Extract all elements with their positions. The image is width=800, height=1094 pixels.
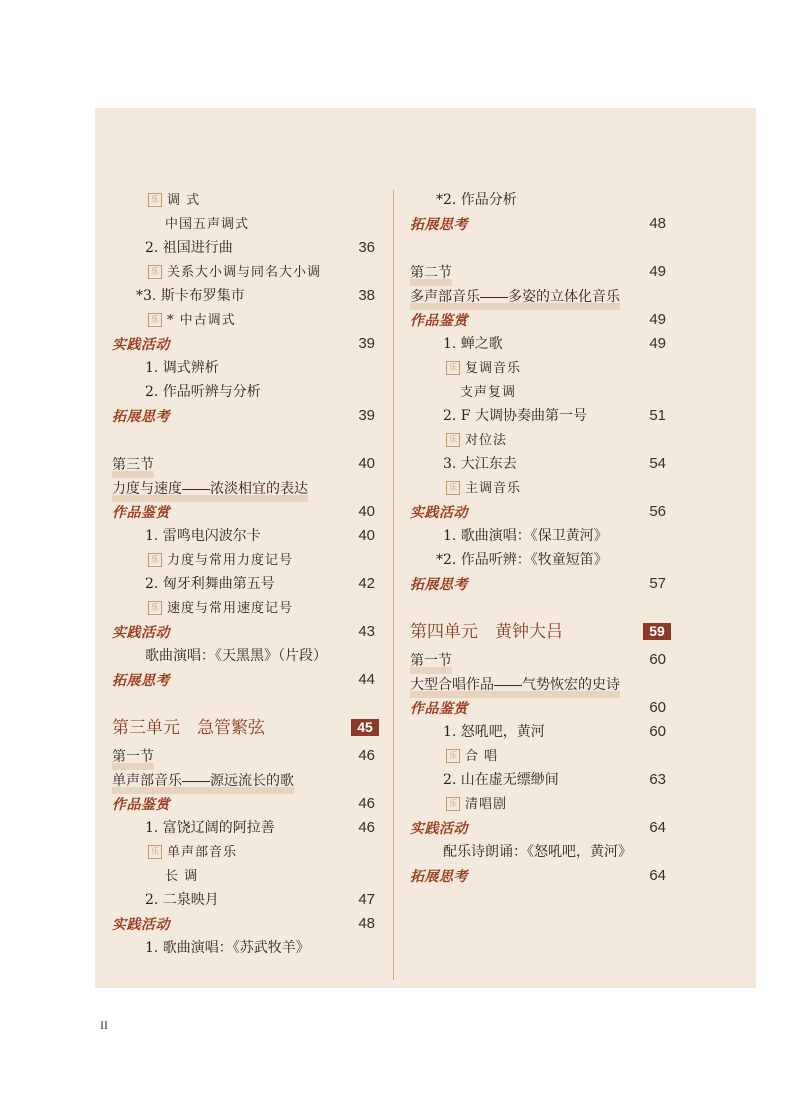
toc-entry-title: 力度与速度——浓淡相宜的表达: [112, 481, 308, 502]
toc-entry-title: * 中古调式: [167, 313, 236, 328]
toc-entry-title: 复调音乐: [465, 361, 522, 376]
toc-category-heading[interactable]: [112, 668, 170, 692]
toc-glossary-entry[interactable]: [446, 476, 521, 500]
toc-category-heading[interactable]: [410, 500, 468, 524]
toc-page-number: 47: [358, 891, 375, 908]
toc-section-entry[interactable]: [112, 768, 294, 792]
toc-glossary-entry[interactable]: [446, 356, 521, 380]
toc-entry[interactable]: [443, 840, 632, 864]
toc-page-number: 48: [358, 915, 375, 932]
glossary-icon: 乐: [148, 193, 162, 207]
toc-entry-title: 歌曲演唱：《天黑黑》（片段）: [145, 648, 327, 664]
toc-page-number: 49: [649, 263, 666, 280]
toc-entry[interactable]: [145, 644, 327, 668]
toc-page-number: 64: [649, 819, 666, 836]
toc-glossary-entry[interactable]: [446, 428, 507, 452]
toc-entry-title: 2. 二泉映月: [145, 892, 219, 908]
toc-entry-title: 2. 匈牙利舞曲第五号: [145, 576, 275, 592]
toc-page-number: 43: [358, 623, 375, 640]
toc-category-heading[interactable]: [112, 792, 170, 816]
toc-section-entry[interactable]: [410, 672, 620, 696]
toc-entry-title: 作品鉴赏: [410, 700, 468, 716]
toc-entry-title: 1. 调式辨析: [145, 360, 219, 376]
toc-page-number: 46: [358, 795, 375, 812]
glossary-icon: 乐: [446, 433, 460, 447]
toc-page-number: 40: [358, 527, 375, 544]
toc-entry-title: *2. 作品听辨：《牧童短笛》: [436, 552, 608, 568]
toc-section-entry[interactable]: [410, 648, 452, 672]
toc-entry[interactable]: [145, 936, 310, 960]
toc-entry[interactable]: [436, 548, 608, 572]
unit-page-badge: 59: [643, 623, 671, 640]
toc-entry-title: 2. F 大调协奏曲第一号: [443, 408, 587, 424]
toc-entry-title: 力度与常用力度记号: [167, 553, 294, 568]
toc-entry-title: 拓展思考: [410, 576, 468, 592]
toc-entry-title: 关系大小调与同名大小调: [167, 265, 322, 280]
toc-entry-title: 拓展思考: [410, 868, 468, 884]
toc-entry-title: *3. 斯卡布罗集市: [136, 288, 245, 304]
toc-entry-title: 合 唱: [465, 749, 499, 764]
toc-entry[interactable]: [443, 524, 608, 548]
toc-page-number: 49: [649, 311, 666, 328]
toc-entry-title: 1. 怒吼吧，黄河: [443, 724, 545, 740]
toc-entry[interactable]: [443, 404, 587, 428]
toc-category-heading[interactable]: [112, 404, 170, 428]
toc-entry-title: 作品鉴赏: [410, 312, 468, 328]
glossary-icon: 乐: [446, 797, 460, 811]
toc-category-heading[interactable]: [112, 620, 170, 644]
toc-entry-title: 中国五声调式: [165, 217, 250, 232]
toc-section-entry[interactable]: [112, 452, 154, 476]
toc-section-entry[interactable]: [410, 284, 620, 308]
toc-entry[interactable]: [145, 816, 275, 840]
toc-category-heading[interactable]: [410, 816, 468, 840]
toc-page-number: 36: [358, 239, 375, 256]
toc-entry-title: 拓展思考: [410, 216, 468, 232]
toc-entry[interactable]: [145, 572, 275, 596]
toc-entry-title: 1. 歌曲演唱：《苏武牧羊》: [145, 940, 310, 956]
toc-page-number: 64: [649, 867, 666, 884]
toc-entry-title: 1. 歌曲演唱：《保卫黄河》: [443, 528, 608, 544]
toc-glossary-entry[interactable]: [446, 792, 507, 816]
toc-category-heading[interactable]: [112, 332, 170, 356]
toc-page-number: 44: [358, 671, 375, 688]
toc-entry-title: 单声部音乐——源远流长的歌: [112, 773, 294, 794]
toc-category-heading[interactable]: [410, 864, 468, 888]
toc-page-number: 57: [649, 575, 666, 592]
toc-entry-title: 拓展思考: [112, 408, 170, 424]
toc-entry-title: 清唱剧: [465, 797, 508, 812]
glossary-icon: 乐: [148, 313, 162, 327]
toc-page-number: 46: [358, 747, 375, 764]
toc-entry-title: 长 调: [165, 869, 199, 884]
toc-entry-title: *2. 作品分析: [436, 192, 517, 208]
toc-entry[interactable]: [145, 356, 219, 380]
toc-entry[interactable]: [436, 188, 517, 212]
toc-page-number: 63: [649, 771, 666, 788]
toc-page-number: 60: [649, 651, 666, 668]
glossary-icon: 乐: [148, 845, 162, 859]
toc-entry-title: 主调音乐: [465, 481, 522, 496]
toc-page-number: 48: [649, 215, 666, 232]
toc-entry-title: 1. 蝉之歌: [443, 336, 503, 352]
toc-unit-heading[interactable]: [410, 620, 563, 644]
toc-entry-title: 实践活动: [112, 336, 170, 352]
toc-entry-title: 多声部音乐——多姿的立体化音乐: [410, 289, 620, 310]
toc-page-number: 40: [358, 503, 375, 520]
toc-entry[interactable]: [460, 380, 516, 404]
toc-entry-title: 2. 作品听辨与分析: [145, 384, 261, 400]
unit-page-badge: 45: [351, 719, 379, 736]
toc-entry-title: 第三节: [112, 457, 154, 478]
toc-glossary-entry[interactable]: [148, 260, 321, 284]
toc-entry-title: 实践活动: [112, 916, 170, 932]
toc-entry-title: 第一节: [112, 749, 154, 770]
toc-glossary-entry[interactable]: [148, 840, 237, 864]
toc-entry-title: 实践活动: [112, 624, 170, 640]
toc-entry[interactable]: [443, 768, 559, 792]
toc-entry[interactable]: [165, 212, 249, 236]
toc-entry[interactable]: [145, 236, 233, 260]
glossary-icon: 乐: [148, 553, 162, 567]
toc-category-heading[interactable]: [410, 212, 468, 236]
toc-entry[interactable]: [443, 720, 545, 744]
page-number: II: [100, 1018, 108, 1032]
toc-entry-title: 2. 祖国进行曲: [145, 240, 233, 256]
toc-entry-title: 2. 山在虚无缥缈间: [443, 772, 559, 788]
toc-entry-title: 实践活动: [410, 820, 468, 836]
toc-page-number: 49: [649, 335, 666, 352]
toc-unit-heading[interactable]: [112, 716, 265, 740]
toc-entry-title: 1. 雷鸣电闪波尔卡: [145, 528, 261, 544]
toc-entry-title: 第三单元 急管繁弦: [112, 718, 265, 737]
toc-page-number: 60: [649, 723, 666, 740]
toc-page-number: 60: [649, 699, 666, 716]
toc-page-number: 40: [358, 455, 375, 472]
toc-entry-title: 速度与常用速度记号: [167, 601, 294, 616]
toc-category-heading[interactable]: [112, 912, 170, 936]
toc-glossary-entry[interactable]: [148, 596, 293, 620]
toc-entry-title: 1. 富饶辽阔的阿拉善: [145, 820, 275, 836]
toc-entry[interactable]: [136, 284, 245, 308]
toc-category-heading[interactable]: [112, 500, 170, 524]
toc-glossary-entry[interactable]: [148, 308, 236, 332]
toc-entry[interactable]: [443, 452, 517, 476]
toc-glossary-entry[interactable]: [446, 744, 498, 768]
toc-section-entry[interactable]: [112, 744, 154, 768]
toc-entry-title: 作品鉴赏: [112, 796, 170, 812]
toc-page-number: 42: [358, 575, 375, 592]
toc-category-heading[interactable]: [410, 696, 468, 720]
toc-entry-title: 第一节: [410, 653, 452, 674]
toc-page-number: 51: [649, 407, 666, 424]
toc-section-entry[interactable]: [410, 260, 452, 284]
toc-page-number: 54: [649, 455, 666, 472]
toc-page-number: 46: [358, 819, 375, 836]
glossary-icon: 乐: [446, 749, 460, 763]
toc-entry-title: 支声复调: [460, 385, 517, 400]
toc-glossary-entry[interactable]: [148, 188, 200, 212]
toc-page-number: 56: [649, 503, 666, 520]
toc-entry[interactable]: [443, 332, 503, 356]
toc-entry-title: 大型合唱作品——气势恢宏的史诗: [410, 677, 620, 698]
toc-page-number: 39: [358, 335, 375, 352]
toc-entry[interactable]: [165, 864, 198, 888]
toc-page-number: 38: [358, 287, 375, 304]
glossary-icon: 乐: [148, 601, 162, 615]
toc-entry-title: 拓展思考: [112, 672, 170, 688]
toc-entry-title: 对位法: [465, 433, 508, 448]
toc-section-entry[interactable]: [112, 476, 308, 500]
toc-entry-title: 实践活动: [410, 504, 468, 520]
toc-entry-title: 配乐诗朗诵：《怒吼吧，黄河》: [443, 844, 632, 860]
toc-entry-title: 调 式: [167, 193, 201, 208]
toc-entry-title: 第四单元 黄钟大吕: [410, 622, 563, 641]
glossary-icon: 乐: [446, 481, 460, 495]
toc-entry-title: 单声部音乐: [167, 845, 238, 860]
toc-page-number: 39: [358, 407, 375, 424]
toc-entry-title: 3. 大江东去: [443, 456, 517, 472]
toc-category-heading[interactable]: [410, 308, 468, 332]
toc-entry[interactable]: [145, 380, 261, 404]
glossary-icon: 乐: [446, 361, 460, 375]
toc-entry[interactable]: [145, 888, 219, 912]
column-divider: [393, 190, 394, 980]
toc-entry[interactable]: [145, 524, 261, 548]
toc-category-heading[interactable]: [410, 572, 468, 596]
toc-glossary-entry[interactable]: [148, 548, 293, 572]
glossary-icon: 乐: [148, 265, 162, 279]
toc-entry-title: 第二节: [410, 265, 452, 286]
toc-entry-title: 作品鉴赏: [112, 504, 170, 520]
